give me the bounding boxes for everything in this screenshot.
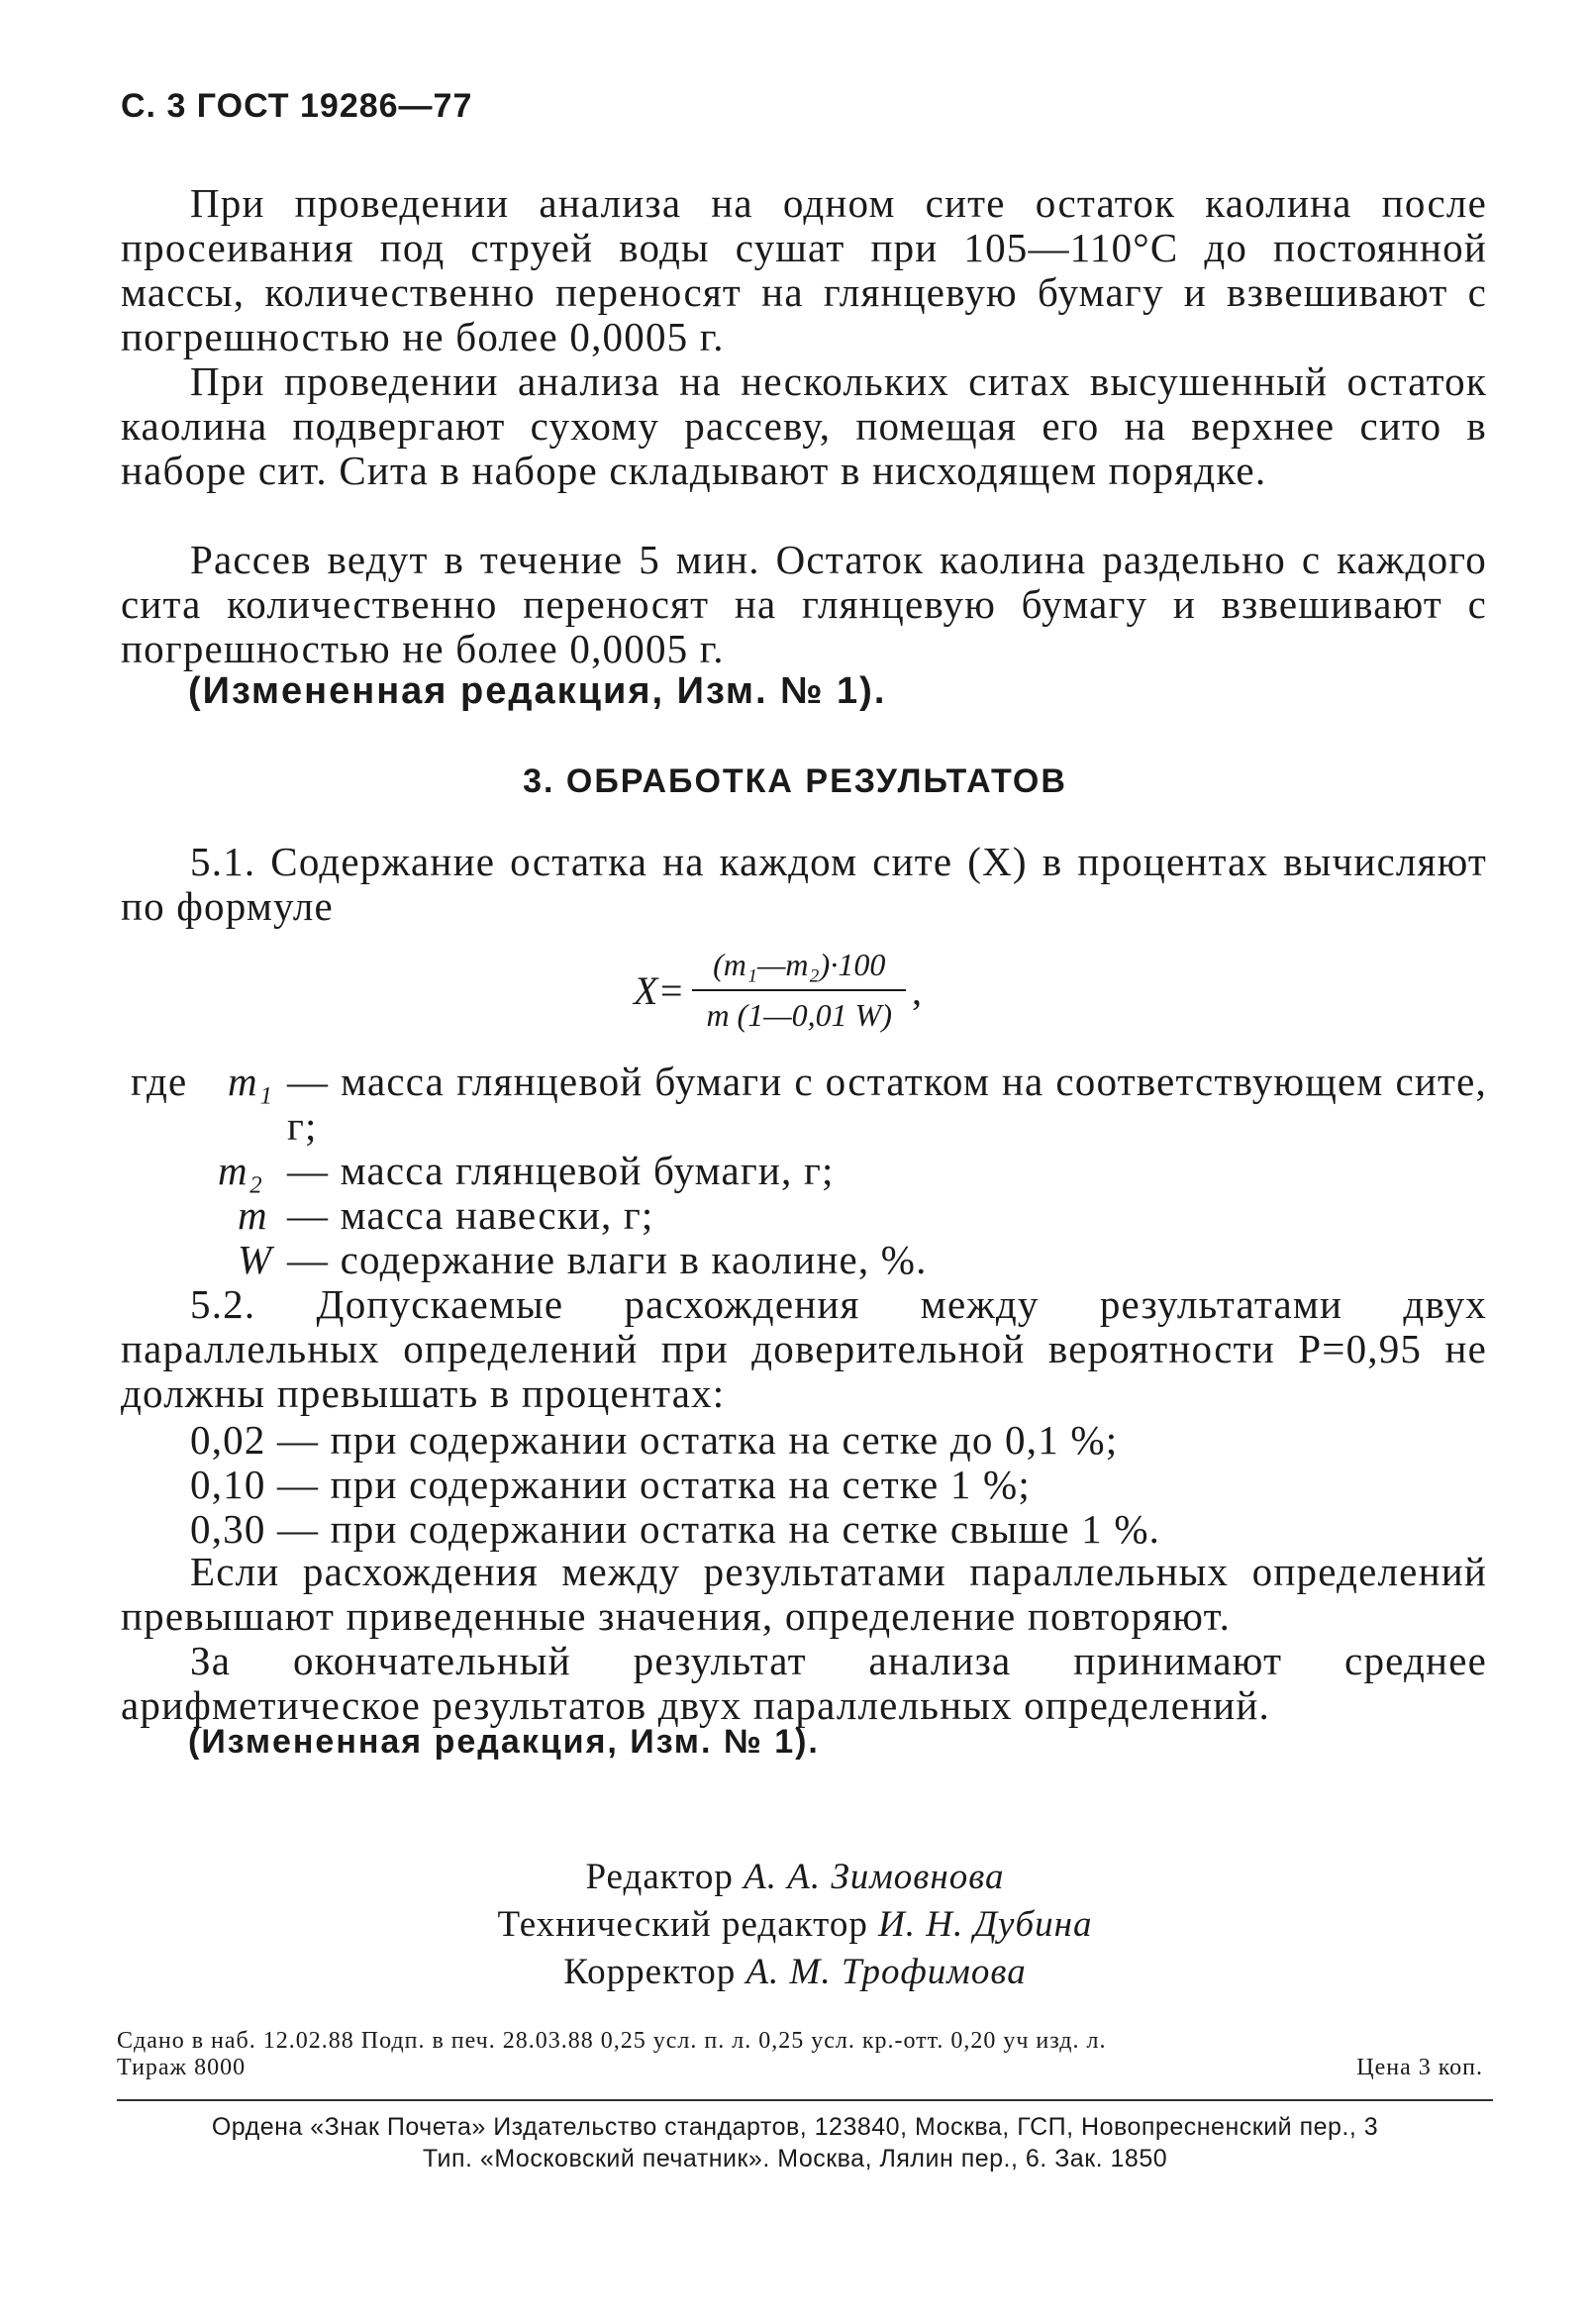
- paragraph-final: За окончательный результат анализа принимают среднее арифметическое результатов двух параллельных определений.: [121, 1638, 1487, 1728]
- formula-numerator: (m₁—m₂)·100: [713, 947, 886, 982]
- tolerance-line: 0,10 — при содержании остатка на сетке 1 %;: [190, 1462, 1031, 1507]
- where-text-m2: — масса глянцевой бумаги, г;: [287, 1148, 835, 1193]
- credit-name: А. М. Трофимова: [745, 1952, 1027, 1992]
- credit-role: Корректор: [563, 1952, 737, 1992]
- imprint-details: Сдано в наб. 12.02.88 Подп. в печ. 28.03.88 0,25 усл. п. л. 0,25 усл. кр.-отт. 0,20 уч изд. л.: [117, 2028, 1107, 2054]
- formula-lhs: X=: [634, 967, 685, 1013]
- credit-proofreader: [0, 1949, 1590, 1996]
- clause-5-1: 5.1. Содержание остатка на каждом сите (X) в процентах вычисляют по формуле: [121, 839, 1487, 929]
- tolerance-line: 0,02 — при содержании остатка на сетке до 0,1 %;: [190, 1417, 1119, 1463]
- imprint-price: Цена 3 коп.: [1356, 2055, 1483, 2080]
- credit-role: Редактор: [585, 1857, 734, 1897]
- imprint: [117, 2028, 1483, 2081]
- credits: [0, 1854, 1590, 1996]
- amendment-note: (Измененная редакция, Изм. № 1).: [188, 1723, 820, 1761]
- imprint-row: [117, 2055, 1483, 2081]
- formula-denominator: m (1—0,01 W): [706, 997, 892, 1033]
- publisher-line: Ордена «Знак Почета» Издательство стандартов, 123840, Москва, ГСП, Новопресненский пер., 3: [211, 2113, 1379, 2141]
- credit-tech-editor: [0, 1901, 1590, 1949]
- publisher-info: [0, 2111, 1590, 2174]
- where-symbol-w: W: [238, 1237, 273, 1282]
- paragraph-sieving: Рассев ведут в течение 5 мин. Остаток каолина раздельно с каждого сита количественно переносят на глянцевую бумагу и взвешивают с погрешностью не более 0,0005 г.: [121, 537, 1487, 671]
- where-text-w: — содержание влаги в каолине, %.: [287, 1237, 928, 1282]
- credit-name: А. А. Зимовнова: [744, 1857, 1005, 1897]
- clause-5-2: 5.2. Допускаемые расхождения между результатами двух параллельных определений при доверительной вероятности P=0,95 не должны превышать в процентах:: [121, 1281, 1487, 1416]
- where-intro: где: [131, 1059, 188, 1104]
- imprint-row: [117, 2028, 1483, 2055]
- where-text-m1: — масса глянцевой бумаги с остатком на соответствующем сите, г;: [287, 1059, 1487, 1149]
- credit-name: И. Н. Дубина: [878, 1904, 1093, 1945]
- imprint-run: Тираж 8000: [117, 2055, 247, 2080]
- credit-role: Технический редактор: [497, 1904, 868, 1945]
- formula-fraction: [692, 947, 906, 1034]
- tolerance-line: 0,30 — при содержании остатка на сетке свыше 1 %.: [190, 1506, 1161, 1552]
- paragraph-multiple-sieves: При проведении анализа на нескольких ситах высушенный остаток каолина подвергают сухому рассеву, помещая его на верхнее сито в наборе сит. Сита в наборе складывают в нисходящем порядке.: [121, 358, 1487, 493]
- paragraph-single-sieve: При проведении анализа на одном сите остаток каолина после просеивания под струей воды сушат при 105—110°С до постоянной массы, количественно переносят на глянцевую бумагу и взвешивают с погрешностью не более 0,0005 г.: [121, 180, 1487, 359]
- formula-tail: ,: [911, 967, 922, 1013]
- section-title: 3. ОБРАБОТКА РЕЗУЛЬТАТОВ: [523, 762, 1067, 800]
- where-symbol-m2: m₂: [218, 1148, 264, 1193]
- where-symbol-m: m: [238, 1192, 268, 1238]
- printer-line: Тип. «Московский печатник». Москва, Лялин пер., 6. Зак. 1850: [422, 2145, 1168, 2172]
- formula: [634, 931, 922, 1050]
- paragraph-repeat: Если расхождения между результатами параллельных определений превышают приведенные значения, определение повторяют.: [121, 1549, 1487, 1639]
- credit-editor: [0, 1854, 1590, 1901]
- where-symbol-m1: m₁: [228, 1059, 274, 1104]
- where-text-m: — масса навески, г;: [287, 1192, 654, 1238]
- amendment-note: (Измененная редакция, Изм. № 1).: [188, 670, 887, 712]
- footer-divider: [117, 2099, 1493, 2101]
- page-header: С. 3 ГОСТ 19286—77: [121, 87, 473, 125]
